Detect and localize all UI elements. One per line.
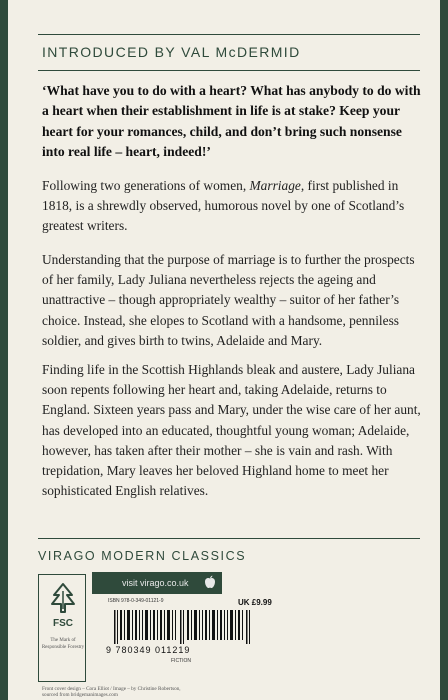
p1-text-a: Following two generations of women, (42, 178, 250, 193)
fsc-tree-icon (46, 581, 80, 615)
category-label: FICTION (171, 658, 191, 664)
series-name: VIRAGO MODERN CLASSICS (38, 549, 247, 563)
intro-rule (38, 70, 420, 71)
isbn-text: ISBN 978-0-349-01121-9 (108, 598, 164, 604)
fsc-label: FSC (53, 618, 73, 629)
credits-line-2: sourced from bridgemanimages.com (42, 692, 118, 698)
cover-credits (42, 686, 402, 698)
top-rule (38, 34, 420, 35)
fsc-small-text: The Mark of Responsible Forestry (41, 638, 85, 650)
price-label: UK £9.99 (238, 598, 272, 607)
credits-line-1: Front cover design – Cora Elliot / Image – by Christine Robertson, (42, 686, 181, 692)
fsc-badge (38, 574, 86, 682)
barcode-number: 9 780349 011219 (106, 645, 191, 655)
website-banner[interactable] (92, 572, 222, 594)
website-url[interactable]: visit virago.co.uk (122, 578, 189, 588)
pull-quote: ‘What have you to do with a heart? What has anybody to do with a heart when their establishment in life is at stake? Keep your heart for your romances, child, and don’t bring such nonsense into real life – heart, indeed!’ (42, 83, 421, 160)
book-title: Marriage (249, 178, 301, 193)
apple-icon (204, 575, 216, 589)
synopsis-paragraph-1 (42, 176, 424, 237)
synopsis-paragraph-3: Finding life in the Scottish Highlands bleak and austere, Lady Juliana soon repents following her heart and, taking Adelaide, returns to England. Sixteen years pass and Mary, under the wise care of her aunt, has developed into an educated, thoughtful young woman; Adelaide, however, has taken after their mother – she is vain and rash. With trepidation, Mary leaves her beloved Highland home to meet her sophisticated English relatives. (42, 362, 421, 499)
back-cover-panel (8, 0, 440, 700)
barcode (114, 610, 254, 644)
p1-text-b: , first published in 1818, is a shrewdly observed, humorous novel by one of Scotland’s greatest writers. (42, 178, 405, 234)
intro-credit: INTRODUCED BY VAL McDERMID (42, 44, 301, 60)
series-rule (38, 538, 420, 539)
barcode-block (92, 598, 272, 688)
synopsis-paragraph-2: Understanding that the purpose of marriage is to further the prospects of her family, Lady Juliana nevertheless rejects the ageing and unattractive – though appropriately wealthy – suitor of her father’s choice. Instead, she elopes to Scotland with a handsome, penniless soldier, and gives birth to twins, Adelaide and Mary. (42, 252, 415, 348)
